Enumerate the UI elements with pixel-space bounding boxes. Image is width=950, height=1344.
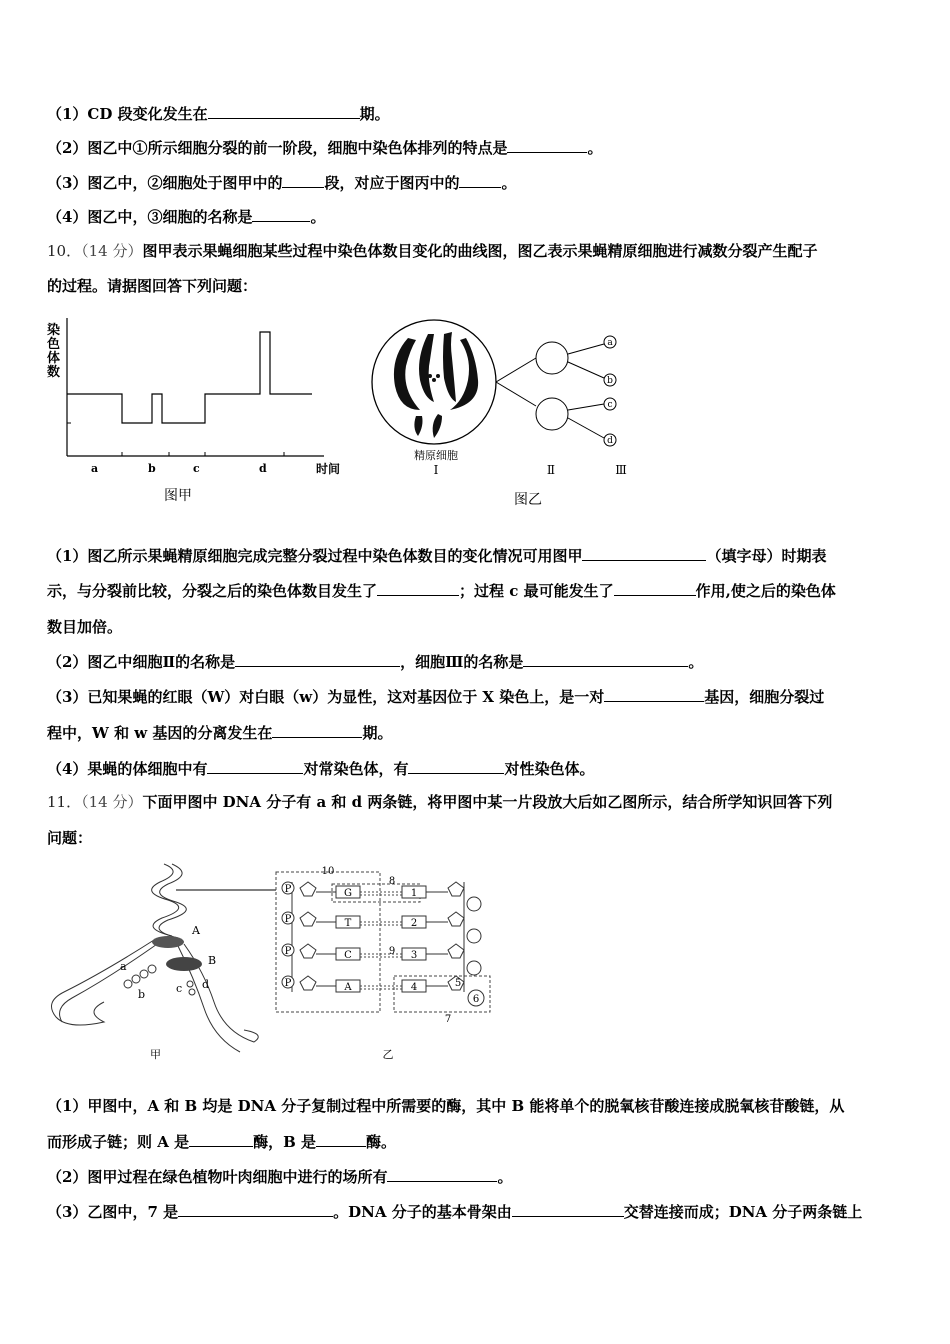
svg-text:色: 色 (47, 337, 61, 352)
tick-d: d (259, 462, 267, 475)
q9-part1: （1）CD 段变化发生在 期。 (47, 105, 390, 123)
q9-part3-blank1[interactable] (282, 172, 324, 188)
q11-part3-blank1[interactable] (178, 1201, 333, 1217)
num-1: 1 (410, 888, 418, 899)
q11-part3: （3）乙图中，7 是 。DNA 分子的基本骨架由 交替连接而成；DNA 分子两条链上 (47, 1203, 863, 1221)
q11-part1: （1）甲图中，A 和 B 均是 DNA 分子复制过程中所需要的酶，其中 B 能将单个的脱氧核苷酸连接成脱氧核苷酸链，从 (47, 1097, 845, 1115)
q10-part3-blank1[interactable] (604, 686, 704, 702)
q11-part2-blank[interactable] (387, 1166, 497, 1182)
enzyme-A (152, 936, 184, 948)
gamete-b: b (607, 376, 613, 386)
q11-stem: 11．（14 分）下面甲图中 DNA 分子有 a 和 d 两条链，将甲图中某一片段放大后如乙图所示，结合所学知识回答下列 (47, 793, 833, 811)
x-axis-label: 时间 (316, 462, 341, 476)
base-G: G (344, 888, 352, 899)
q10-jia-ylabel (47, 322, 60, 380)
q10-number: 10． (47, 242, 82, 260)
q11-score: （14 分） (81, 793, 143, 811)
q9-part2-blank[interactable] (507, 137, 587, 153)
svg-text:数: 数 (47, 365, 61, 380)
tick-c: c (193, 462, 200, 475)
q9-part4-text: （4）图乙中，③细胞的名称是 (47, 208, 253, 226)
num-6: 6 (472, 994, 480, 1005)
num-8: 8 (388, 876, 396, 887)
q10-figure-yi (368, 318, 638, 510)
q10-stem: 10．（14 分）图甲表示果蝇细胞某些过程中染色体数目变化的曲线图，图乙表示果蝇精原细胞进行减数分裂产生配子 (47, 242, 818, 260)
svg-text:体: 体 (47, 351, 61, 366)
q10-part3-cont: 程中，W 和 w 基因的分离发生在 期。 (47, 724, 393, 742)
label-B: B (208, 954, 217, 967)
label-a: a (120, 960, 127, 973)
q11-stem-cont: 问题： (47, 829, 93, 847)
q10-part3: （3）已知果蝇的红眼（W）对白眼（w）为显性，这对基因位于 X 染色上，是一对 基因，细胞分裂过 (47, 688, 825, 706)
q9-part3-blank2[interactable] (459, 172, 501, 188)
stage-III: Ⅲ (615, 463, 627, 477)
q11-figure-yi (272, 862, 502, 1062)
q11-part1-blank2[interactable] (316, 1131, 366, 1147)
num-2: 2 (410, 918, 418, 929)
base-A: A (344, 982, 352, 993)
q9-part4: （4）图乙中，③细胞的名称是 。 (47, 208, 326, 226)
q9-part2: （2）图乙中①所示细胞分裂的前一阶段，细胞中染色体排列的特点是 。 (47, 139, 603, 157)
phosphate-2: P (284, 914, 292, 925)
q10-part1-blank2[interactable] (377, 580, 459, 596)
phosphate-3: P (284, 946, 292, 957)
q11-part1-blank1[interactable] (189, 1131, 253, 1147)
q11-part1-cont: 而形成子链；则 A 是 酶，B 是 酶。 (47, 1133, 397, 1151)
num-4: 4 (410, 982, 418, 993)
q10-part4: （4）果蝇的体细胞中有 对常染色体，有 对性染色体。 (47, 760, 595, 778)
q10-stem-cont: 的过程。请据图回答下列问题： (47, 277, 258, 295)
q9-part3: （3）图乙中，②细胞处于图甲中的 段，对应于图丙中的 。 (47, 174, 517, 192)
stage-II: Ⅱ (546, 463, 556, 477)
enzyme-B (166, 957, 202, 971)
num-7: 7 (444, 1014, 452, 1025)
q10-part1-cont2: 数目加倍。 (47, 618, 123, 636)
label-A: A (192, 924, 200, 937)
cell-label: 精原细胞 (414, 449, 458, 462)
chromosome-curve (67, 332, 312, 423)
q9-part2-text: （2）图乙中①所示细胞分裂的前一阶段，细胞中染色体排列的特点是 (47, 139, 508, 157)
figure-caption-yi-11: 乙 (382, 1048, 394, 1061)
num-10: 10 (321, 866, 335, 877)
q10-part1-blank3[interactable] (614, 580, 696, 596)
q10-part1: （1）图乙所示果蝇精原细胞完成完整分裂过程中染色体数目的变化情况可用图甲 （填字母）时期表 (47, 547, 827, 565)
q11-part2: （2）图甲过程在绿色植物叶肉细胞中进行的场所有 。 (47, 1168, 513, 1186)
label-b: b (138, 988, 146, 1001)
cell-II-upper (536, 342, 568, 374)
gamete-d: d (607, 436, 613, 446)
q9-part1-blank[interactable] (208, 103, 360, 119)
q10-part2-blank2[interactable] (523, 651, 688, 667)
num-5: 5 (454, 978, 462, 989)
label-c: c (176, 982, 183, 995)
q11-figure-jia (44, 862, 276, 1062)
q11-number: 11． (47, 793, 82, 811)
phosphate-1: P (284, 884, 292, 895)
phosphate-4: P (284, 978, 292, 989)
q10-part1-blank1[interactable] (582, 545, 706, 561)
q11-part3-blank2[interactable] (512, 1201, 624, 1217)
figure-caption-yi: 图乙 (514, 492, 542, 508)
q10-part4-blank2[interactable] (408, 758, 504, 774)
tick-a: a (91, 462, 99, 475)
stage-I: Ⅰ (433, 463, 439, 477)
tick-b: b (148, 462, 156, 475)
q9-part1-text: （1）CD 段变化发生在 (47, 105, 208, 123)
gamete-c: c (607, 400, 613, 410)
q10-part1-cont: 示，与分裂前比较，分裂之后的染色体数目发生了 ；过程 c 最可能发生了 作用,使之后的染色体 (47, 582, 836, 600)
label-d: d (202, 978, 210, 991)
q10-score: （14 分） (81, 242, 143, 260)
svg-text:染: 染 (47, 323, 61, 338)
q10-part4-blank1[interactable] (207, 758, 303, 774)
q10-part2: （2）图乙中细胞Ⅱ的名称是 ，细胞Ⅲ的名称是 。 (47, 653, 704, 671)
q9-part3-text: （3）图乙中，②细胞处于图甲中的 (47, 174, 283, 192)
q10-part3-blank2[interactable] (272, 722, 362, 738)
q10-figure-jia (44, 318, 354, 510)
num-9: 9 (388, 946, 396, 957)
gamete-a: a (607, 338, 613, 348)
q10-part2-blank1[interactable] (235, 651, 400, 667)
q9-part4-blank[interactable] (252, 206, 310, 222)
figure-caption-jia-11: 甲 (150, 1048, 161, 1061)
figure-caption-jia: 图甲 (164, 488, 192, 504)
cell-II-lower (536, 398, 568, 430)
num-3: 3 (410, 950, 418, 961)
base-C: C (344, 950, 352, 961)
base-T: T (344, 918, 352, 929)
